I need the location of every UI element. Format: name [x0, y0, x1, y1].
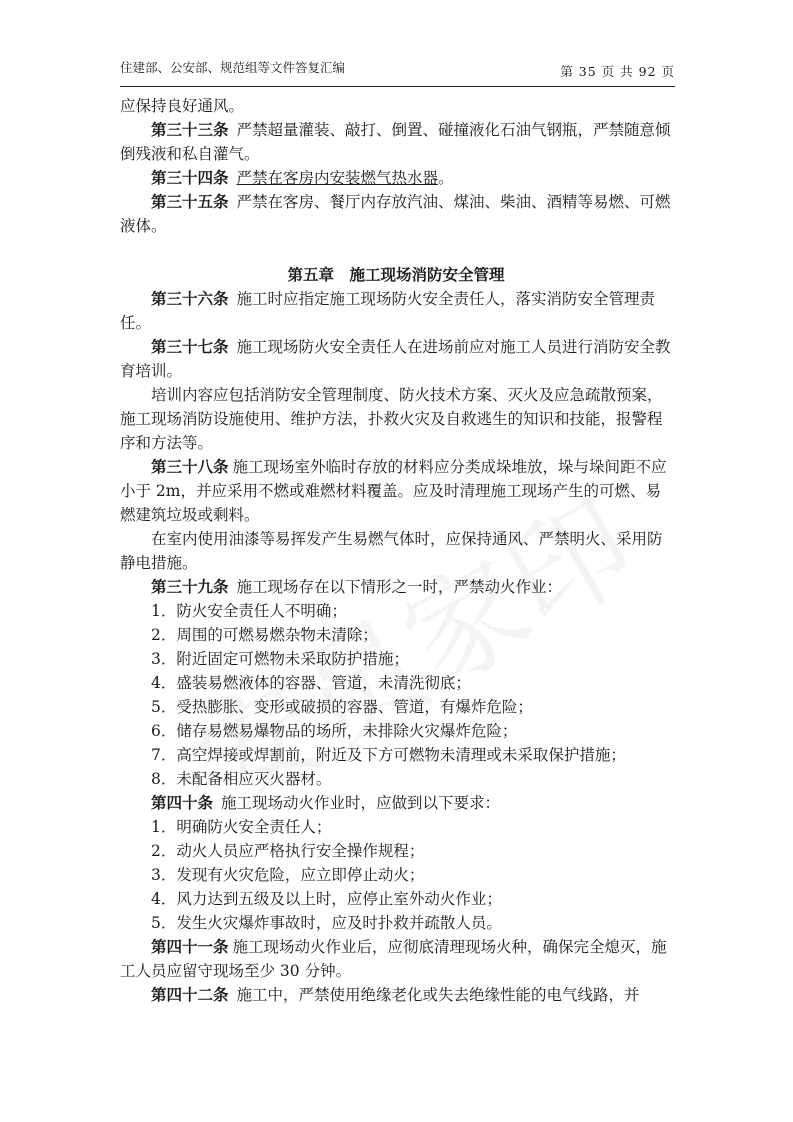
- page-number: 第 35 页 共 92 页: [560, 64, 675, 79]
- article-34: [120, 166, 672, 190]
- list-item: 1．明确防火安全责任人；: [151, 818, 332, 836]
- list-item: 5．受热膨胀、变形或破损的容器、管道，有爆炸危险；: [151, 698, 533, 716]
- list-item: 2．动火人员应严格执行安全操作规程；: [151, 842, 425, 860]
- list-item: 5．发生火灾爆炸事故时，应及时扑救并疏散人员。: [151, 914, 502, 932]
- article-text: 施工现场动火作业时，应做到以下要求：: [221, 794, 501, 812]
- article-text: 施工中，严禁使用绝缘老化或失去绝缘性能的电气线路，并: [236, 986, 640, 1004]
- paragraph: 应保持良好通风。: [120, 97, 245, 115]
- article-text: 施工现场防火安全责任人在进场前应对施工人员进行消防安全教育培训。: [120, 338, 671, 380]
- article-35: [120, 190, 672, 238]
- article-text: 严禁在客房、餐厅内存放汽油、煤油、柴油、酒精等易燃、可燃液体。: [120, 193, 671, 235]
- article-number: 第四十二条: [151, 986, 229, 1004]
- document-body: [120, 94, 672, 1007]
- list-item: 2．周围的可燃易燃杂物未清除；: [151, 626, 378, 644]
- list-item: 4．盛装易燃液体的容器、管道，未清洗彻底；: [151, 674, 471, 692]
- article-number: 第三十五条: [151, 193, 229, 211]
- list-item: 3．附近固定可燃物未采取防护措施；: [151, 650, 409, 668]
- article-38: [120, 455, 672, 527]
- list-item: 1．防火安全责任人不明确；: [151, 602, 347, 620]
- list-item: 6．储存易燃易爆物品的场所，未排除火灾爆炸危险；: [151, 722, 518, 740]
- list-item: 3．发现有火灾危险，应立即停止动火；: [151, 866, 425, 884]
- article-36: [120, 287, 672, 335]
- article-number: 第三十九条: [151, 578, 229, 596]
- article-text: 施工现场室外临时存放的材料应分类成垛堆放，垛与垛间距不应小于 2m，并应采用不燃或难燃材料覆盖。应及时清理施工现场产生的可燃、易燃建筑垃圾或剩料。: [120, 458, 667, 524]
- article-42: [120, 983, 672, 1007]
- page-header: [120, 56, 675, 87]
- article-text-tail: 。: [438, 169, 454, 187]
- article-number: 第四十条: [151, 794, 214, 812]
- article-text: 施工时应指定施工现场防火安全责任人，落实消防安全管理责任。: [120, 290, 656, 332]
- article-text: 施工现场存在以下情形之一时，严禁动火作业：: [236, 578, 563, 596]
- article-37: [120, 335, 672, 383]
- article-41: [120, 935, 672, 983]
- article-40: [120, 791, 672, 815]
- document-title: 住建部、公安部、规范组等文件答复汇编: [120, 60, 346, 75]
- article-33: [120, 118, 672, 166]
- article-number: 第三十八条: [151, 458, 229, 476]
- list-item: 4．风力达到五级及以上时，应停止室外动火作业；: [151, 890, 502, 908]
- article-text-underlined: 严禁在客房内安装燃气热水器: [236, 169, 439, 187]
- article-text: 施工现场动火作业后，应彻底清理现场火种，确保完全熄灭，施工人员应留守现场至少 30 分钟。: [120, 938, 667, 980]
- article-number: 第四十一条: [151, 938, 229, 956]
- article-text: 严禁超量灌装、敲打、倒置、碰撞液化石油气钢瓶，严禁随意倾倒残液和私自灌气。: [120, 121, 671, 163]
- paragraph: 培训内容应包括消防安全管理制度、防火技术方案、灭火及应急疏散预案，施工现场消防设施使用、维护方法，扑救火灾及自救逃生的知识和技能，报警程序和方法等。: [120, 386, 663, 452]
- article-number: 第三十六条: [151, 290, 229, 308]
- article-number: 第三十七条: [151, 338, 229, 356]
- list-item: 7．高空焊接或焊割前，附近及下方可燃物未清理或未采取保护措施；: [151, 746, 626, 764]
- chapter-heading: 第五章 施工现场消防安全管理: [287, 266, 505, 284]
- article-number: 第三十四条: [151, 169, 229, 187]
- article-number: 第三十三条: [151, 121, 229, 139]
- list-item: 8．未配备相应灭火器材。: [151, 770, 332, 788]
- paragraph: 在室内使用油漆等易挥发产生易燃气体时，应保持通风、严禁明火、采用防静电措施。: [120, 530, 663, 572]
- article-39: [120, 575, 672, 599]
